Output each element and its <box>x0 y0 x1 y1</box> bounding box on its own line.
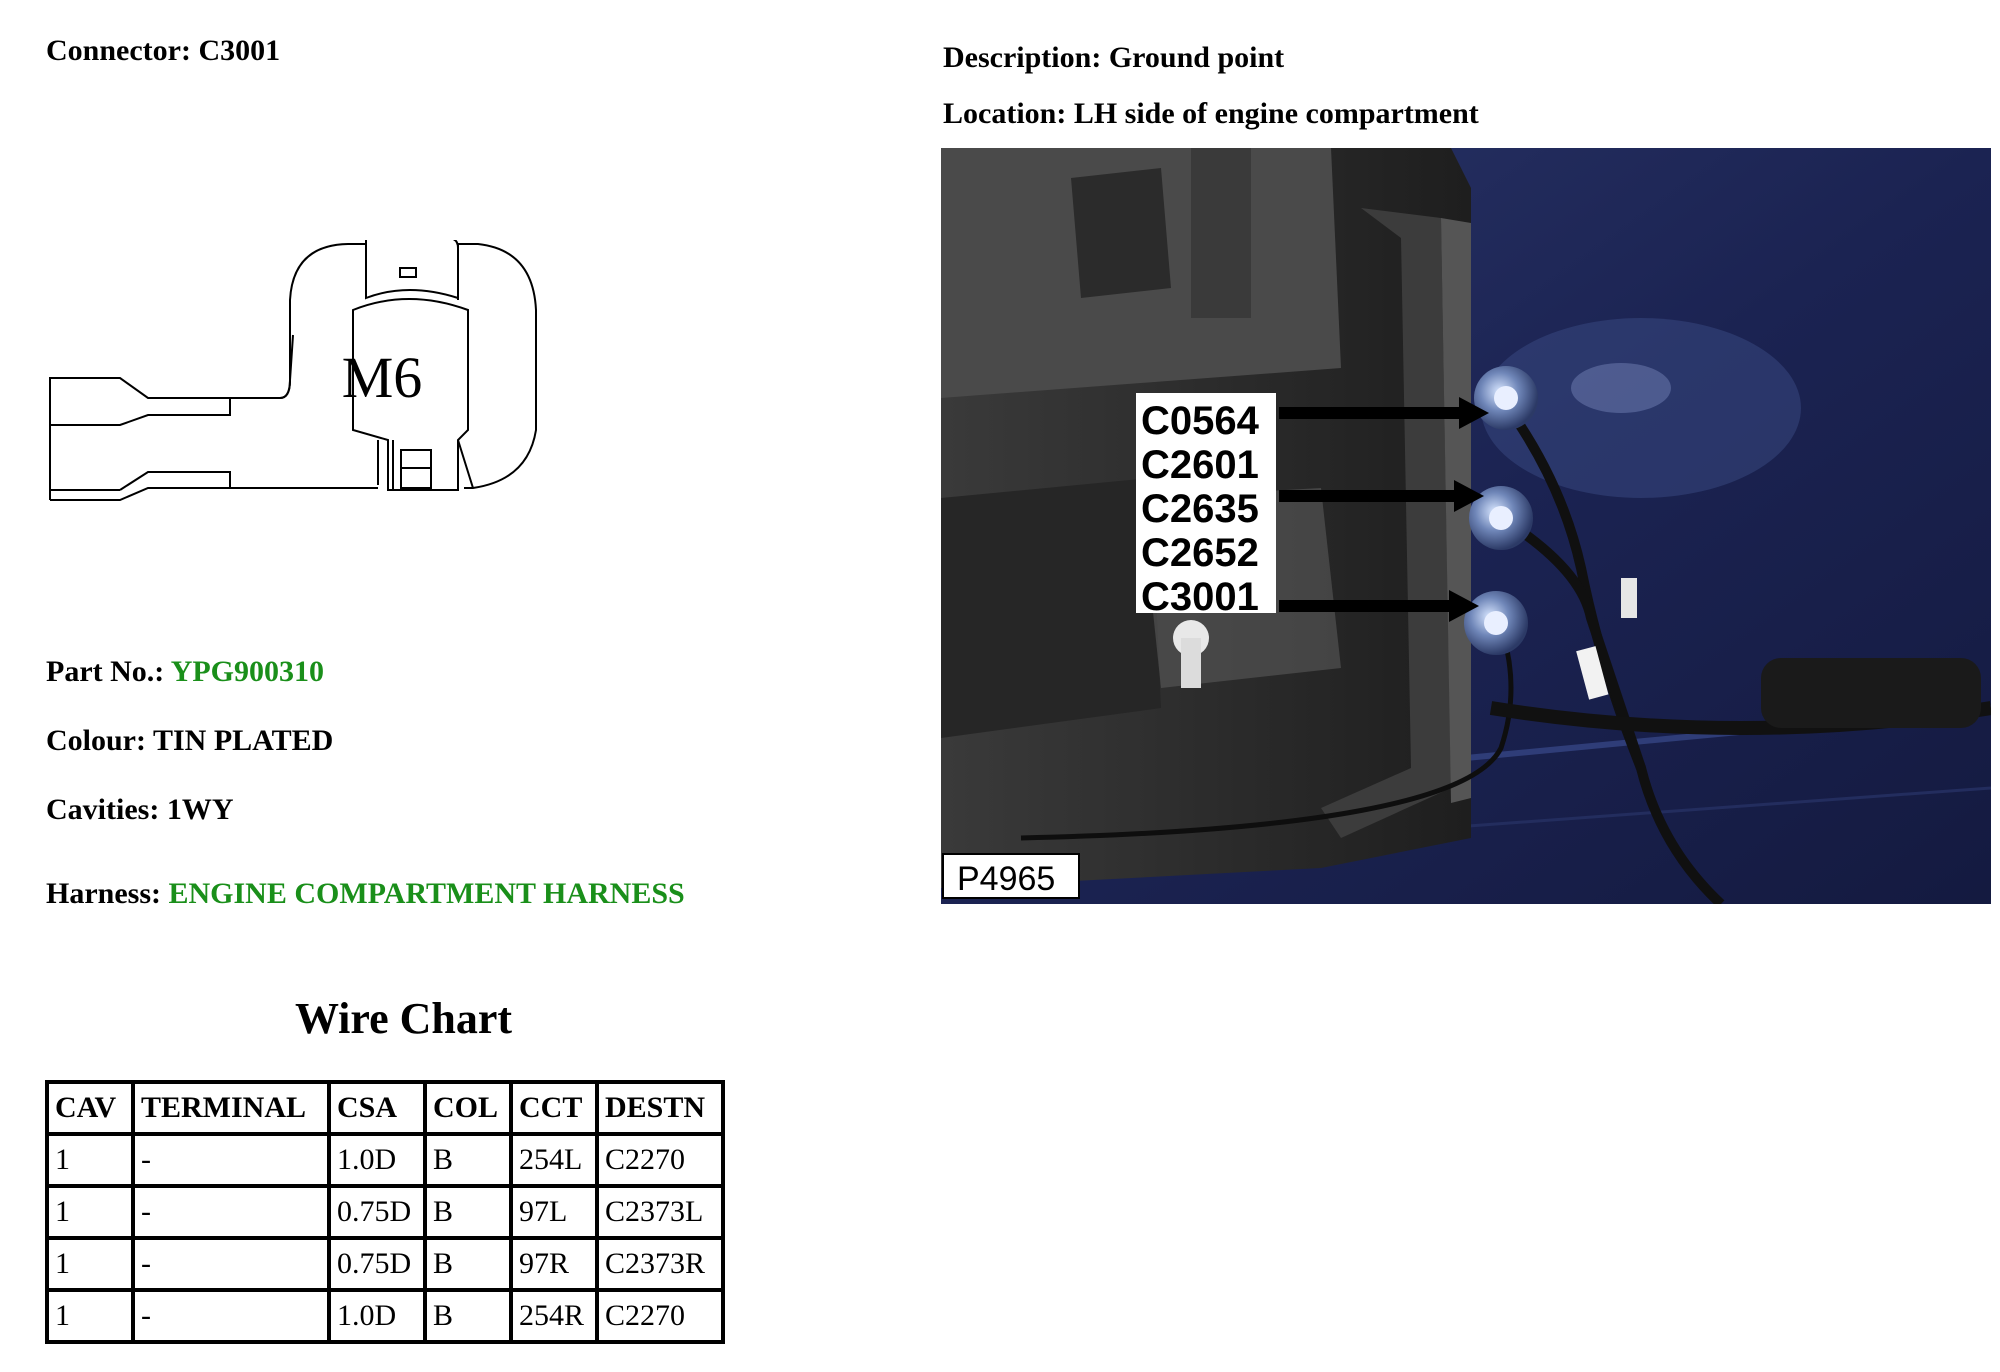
photo-reference-id: P4965 <box>957 860 1056 898</box>
description-value: Ground point <box>1108 41 1285 74</box>
col-header-cav: CAV <box>47 1082 133 1134</box>
stud-size-label: M6 <box>341 345 423 410</box>
harness-link[interactable]: ENGINE COMPARTMENT HARNESS <box>168 877 685 910</box>
cavities <box>46 795 233 825</box>
location-value: LH side of engine compartment <box>1073 97 1479 130</box>
part-number-label: Part No.: <box>46 655 165 688</box>
cell-csa: 1.0D <box>329 1134 425 1186</box>
wire-chart-table <box>45 1080 725 1344</box>
cell-cct: 254L <box>511 1134 597 1186</box>
part-number-link[interactable]: YPG900310 <box>170 655 325 688</box>
colour-value: TIN PLATED <box>152 724 334 757</box>
cell-cav: 1 <box>47 1290 133 1342</box>
terminal-crimp-outline <box>50 378 230 425</box>
connector-heading <box>46 36 280 66</box>
cell-terminal: - <box>133 1290 329 1342</box>
cell-col: B <box>425 1186 511 1238</box>
cell-col: B <box>425 1134 511 1186</box>
location-photo-illustration <box>941 148 1991 904</box>
col-header-cct: CCT <box>511 1082 597 1134</box>
cell-destn: C2270 <box>597 1290 723 1342</box>
cell-col: B <box>425 1238 511 1290</box>
cavities-label: Cavities: <box>46 793 160 826</box>
cell-terminal: - <box>133 1238 329 1290</box>
cell-cav: 1 <box>47 1186 133 1238</box>
cell-cct: 254R <box>511 1290 597 1342</box>
cell-terminal: - <box>133 1186 329 1238</box>
ground-stud-3 <box>1464 591 1528 655</box>
cell-cav: 1 <box>47 1134 133 1186</box>
connector-label: Connector: <box>46 34 191 67</box>
cell-csa: 0.75D <box>329 1186 425 1238</box>
part-number <box>46 657 324 687</box>
callout-label: C2652 <box>1141 531 1259 575</box>
location-label: Location: <box>943 97 1067 130</box>
cell-terminal: - <box>133 1134 329 1186</box>
colour-label: Colour: <box>46 724 146 757</box>
col-header-destn: DESTN <box>597 1082 723 1134</box>
cell-col: B <box>425 1290 511 1342</box>
location <box>943 99 1479 129</box>
callout-label: C0564 <box>1141 399 1259 443</box>
cell-destn: C2373R <box>597 1238 723 1290</box>
cell-cav: 1 <box>47 1238 133 1290</box>
col-header-csa: CSA <box>329 1082 425 1134</box>
cell-destn: C2270 <box>597 1134 723 1186</box>
cell-csa: 1.0D <box>329 1290 425 1342</box>
table-row <box>47 1238 723 1290</box>
table-row <box>47 1186 723 1238</box>
harness-label: Harness: <box>46 877 161 910</box>
table-header-row <box>47 1082 723 1134</box>
harness <box>46 879 685 909</box>
col-header-col: COL <box>425 1082 511 1134</box>
table-row <box>47 1290 723 1342</box>
colour <box>46 726 333 756</box>
cell-csa: 0.75D <box>329 1238 425 1290</box>
callout-label: C2601 <box>1141 443 1259 487</box>
callout-label: C2635 <box>1141 487 1259 531</box>
description <box>943 43 1284 73</box>
table-row <box>47 1134 723 1186</box>
cell-destn: C2373L <box>597 1186 723 1238</box>
col-header-terminal: TERMINAL <box>133 1082 329 1134</box>
callout-label: C3001 <box>1141 575 1259 619</box>
cell-cct: 97L <box>511 1186 597 1238</box>
cell-cct: 97R <box>511 1238 597 1290</box>
wire-chart-title: Wire Chart <box>294 994 513 1043</box>
connector-diagram <box>48 240 568 510</box>
ground-stud-1 <box>1474 366 1538 430</box>
location-photo <box>941 148 1991 904</box>
description-label: Description: <box>943 41 1102 74</box>
cavities-value: 1WY <box>166 793 234 826</box>
connector-value: C3001 <box>198 34 281 67</box>
